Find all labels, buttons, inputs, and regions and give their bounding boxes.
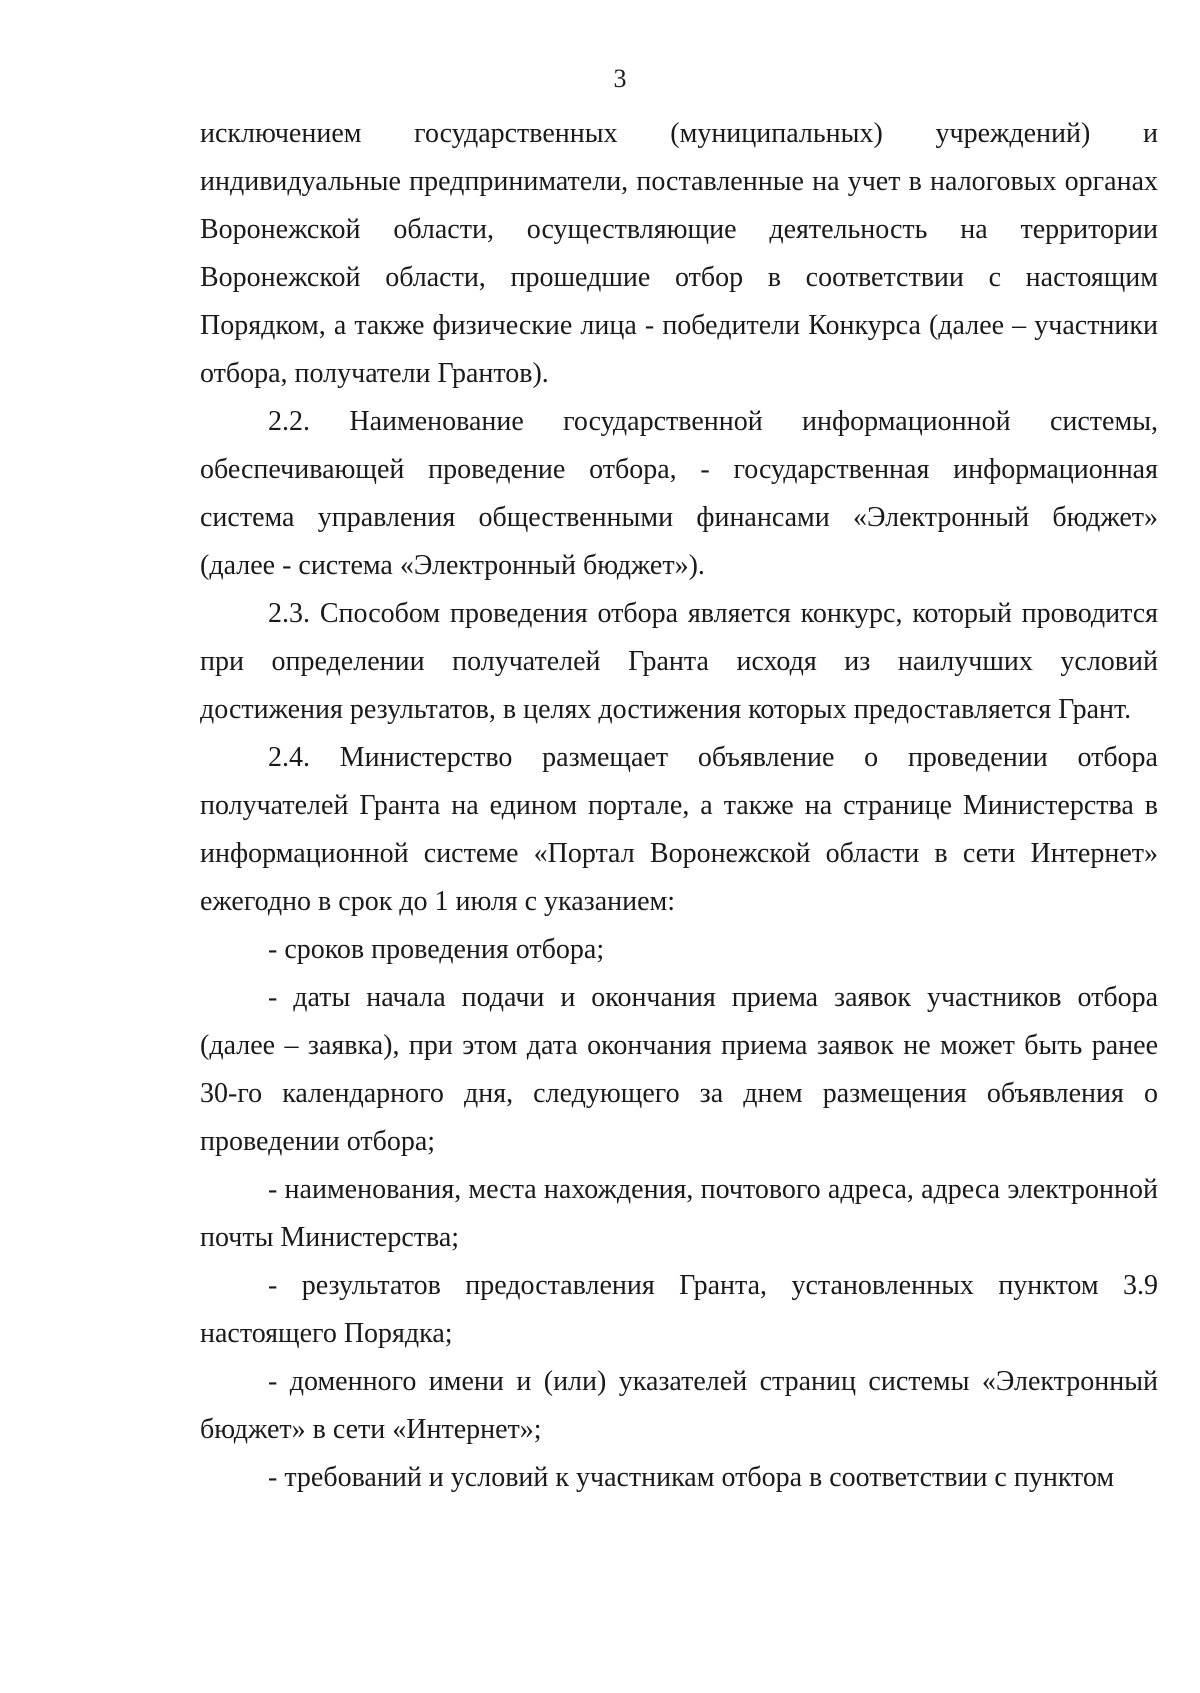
list-item-application-dates: - даты начала подачи и окончания приема заявок участников отбора (далее – заявка), при этом дата окончания приема заявок не может быть ранее 30-го календарного дня, следующего за днем размещения объявления о проведении отбора; (200, 982, 1158, 1157)
paragraph-eligible-participants: исключением государственных (муниципальных) учреждений) и индивидуальные предприниматели, поставленные на учет в налоговых органах Воронежской области, осуществляющие деятельность на территории Воронежской области, прошедшие отбор в соответствии с настоящим Порядком, а также физические лица - победители Конкурса (далее – участники отбора, получатели Грантов). (200, 118, 1158, 389)
paragraph-2-3-selection-method: 2.3. Способом проведения отбора является конкурс, который проводится при определении получателей Гранта исходя из наилучших условий достижения результатов, в целях достижения которых предоставляется Грант. (200, 598, 1158, 725)
document-body (200, 110, 1158, 1502)
page-number: 3 (613, 64, 627, 93)
paragraph-2-2-information-system: 2.2. Наименование государственной информационной системы, обеспечивающей проведение отбора, - государственная информационная система управления общественными финансами «Электронный бюджет» (далее - система «Электронный бюджет»). (200, 406, 1158, 581)
list-item-domain-name: - доменного имени и (или) указателей страниц системы «Электронный бюджет» в сети «Интернет»; (200, 1366, 1158, 1445)
list-item-grant-results: - результатов предоставления Гранта, установленных пунктом 3.9 настоящего Порядка; (200, 1270, 1158, 1349)
paragraph-2-4-announcement: 2.4. Министерство размещает объявление о проведении отбора получателей Гранта на едином портале, а также на странице Министерства в информационной системе «Портал Воронежской области в сети Интернет» ежегодно в срок до 1 июля с указанием: (200, 742, 1158, 917)
list-item-selection-dates: - сроков проведения отбора; (268, 934, 605, 965)
list-item-participant-requirements: - требований и условий к участникам отбора в соответствии с пунктом (268, 1462, 1115, 1493)
list-item-ministry-contacts: - наименования, места нахождения, почтового адреса, адреса электронной почты Министерства; (200, 1174, 1158, 1253)
